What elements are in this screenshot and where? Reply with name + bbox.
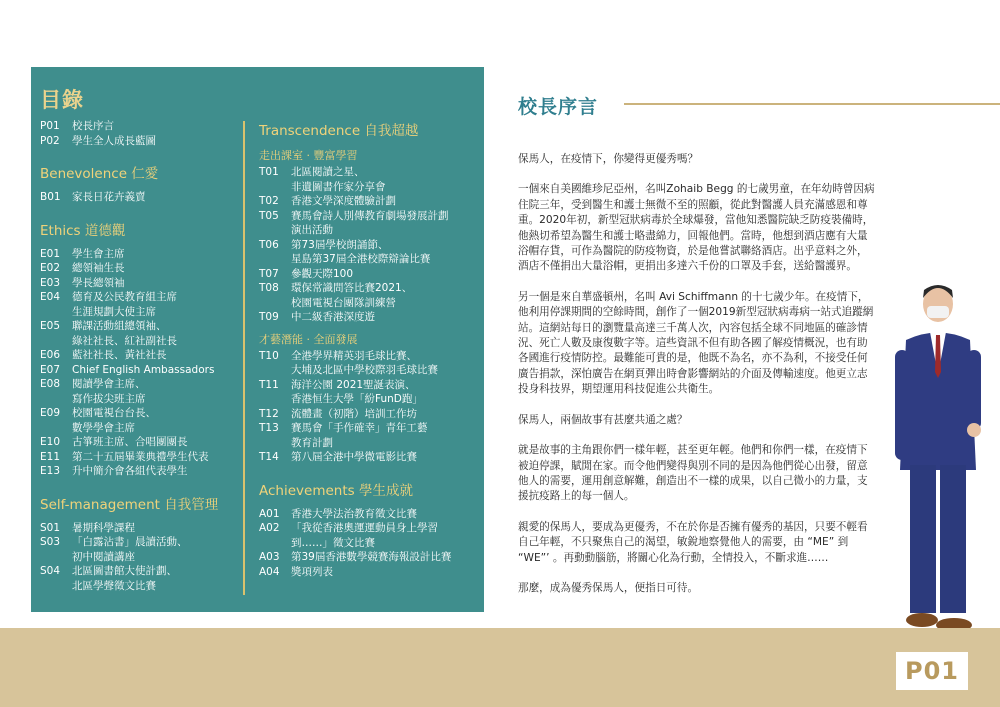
toc-entry-code: S03 [40,536,61,548]
toc-entry-title: 學長總領袖 [72,276,125,289]
toc-section-heading: Ethics 道德觀 [40,222,126,239]
toc-entry-code: S01 [40,521,61,534]
toc-entry-code: T02 [259,195,279,207]
toc-left-column [40,119,240,593]
article-paragraph: 親愛的保馬人，要成為更優秀，不在於你是否擁有優秀的基因，只要不輕看自己年輕，不只聚焦自己的渴望，敏銳地察覺他人的需要，由 “ME” 到 “WE”’ 。再動動腦筋，將關心化為行動，全情投入，不斷求進…… [518,520,868,564]
toc-entry-title: 第八屆全港中學微電影比賽 [291,451,417,463]
toc-entry-title: 賽馬會「手作確幸」青年工藝 教育計劃 [291,422,428,449]
toc-entry-title: 第39屆香港數學競賽海報設計比賽 [291,551,452,563]
toc-entry-code: E08 [40,378,60,390]
toc-entry [259,565,481,580]
toc-entry-title: 校園電視台台長、 數學學會主席 [72,407,156,434]
toc-entry [40,435,240,450]
toc-entry [40,190,240,205]
toc-entry-title: 「我從香港奧運運動員身上學習 到……」徵文比賽 [291,522,438,549]
toc-entry-code: A03 [259,551,280,563]
toc-right-column [259,119,481,579]
toc-entry-title: 香港大學法治教育徵文比賽 [291,507,417,520]
toc-entry-code: E11 [40,450,60,463]
toc-entry-title: Chief English Ambassadors [72,363,215,376]
toc-entry-code: E05 [40,320,60,332]
toc-entry-title: 暑期科學課程 [72,521,135,534]
toc-subheading: 才藝潛能 ‧ 全面發展 [259,332,358,346]
toc-entry-title: 參觀天際100 [291,267,354,280]
toc-entry-code: E02 [40,262,60,274]
toc-entry-code: A04 [259,565,280,578]
toc-entry-code: T05 [259,209,279,222]
toc-entry [40,348,240,363]
toc-entry-title: 中二級香港深度遊 [291,311,375,323]
toc-entry-code: E04 [40,291,60,303]
toc-entry-code: T01 [259,166,279,178]
toc-entry-title: 學生全人成長藍圖 [72,134,156,147]
article-paragraph: 一個來自美國維珍尼亞州，名叫Zohaib Begg 的七歲男童，在年幼時曾因病住院三年，受到醫生和護士無微不至的照顧，從此對醫護人員充滿感恩和尊重。2020年初，新型冠狀病毒於全球爆發，當他知悉醫院缺乏防疫裝備時，他熱切希望為醫生和護士略盡綿力，回報他們。當時，他想到酒店應有大量浴帽存貨，可作為醫院的防疫物資，於是他嘗試聯絡酒店。出乎意料之外，酒店不僅捐出大量浴帽，更捐出多達六千份的口罩及手套，送給醫護界。 [518,183,875,273]
toc-entry-title: 環保常識問答比賽2021、 校園電視台團隊訓練營 [291,282,413,309]
toc-entry-code: T07 [259,267,279,280]
toc-entry-code: S04 [40,565,61,577]
toc-entry-title: 獎項列表 [291,565,333,578]
toc-entry-code: E03 [40,276,60,289]
toc-entry-title: 升中簡介會各組代表學生 [72,465,188,477]
toc-entry-title: 「白露沾書」晨讀活動、 初中閱讀講座 [72,536,188,563]
toc-subheading: 走出課室 ‧ 豐富學習 [259,149,358,162]
toc-entry [40,363,240,378]
toc-entry [259,209,481,238]
toc-entry-code: T11 [259,378,279,391]
toc-entry [259,310,481,325]
toc-entry-title: 總領袖生長 [72,262,125,274]
article-title: 校長序言 [518,96,599,118]
toc-section-heading: Self-management 自我管理 [40,496,219,513]
toc-entry [40,464,240,479]
toc-entry [40,290,240,319]
toc-entry [259,421,481,450]
toc-entry [40,247,240,262]
toc-entry-code: T12 [259,407,279,420]
toc-entry [40,276,240,291]
toc-entry-title: 閱讀學會主席、 寫作拔尖班主席 [72,378,146,405]
toc-entry [259,550,481,565]
toc-entry-code: E01 [40,247,60,260]
toc-entry [40,450,240,465]
toc-entry-code: A02 [259,522,280,534]
toc-entry-title: 校長序言 [72,120,114,132]
footer-band [0,628,1000,707]
toc-entry-title: 藍社社長、黃社社長 [72,349,167,361]
article-paragraph: 保馬人，在疫情下，你變得更優秀嗎？ [518,153,699,165]
toc-entry-title: 海洋公園 2021聖誕表演、 香港恒生大學「紛FunD跑」 [291,378,423,405]
toc-entry-title: 家長日花卉義賣 [72,191,146,203]
article-body [518,152,878,611]
article-paragraph: 保馬人，兩個故事有甚麼共通之處？ [518,413,688,426]
toc-entry-title: 北區圖書館大使計劃、 北區學聲徵文比賽 [72,565,177,592]
toc-entry-title: 聯課活動組總領袖、 綠社社長、紅社副社長 [72,320,177,347]
toc-entry [40,535,240,564]
article-paragraph: 就是故事的主角跟你們一樣年輕，甚至更年輕。他們和你們一樣，在疫情下被迫停課，賦閒在家。而令他們變得與別不同的是因為他們從心出發，留意他人的需要，運用創意解難，創造出不一樣的成果，以自己微小的力量，支援抗疫路上的每一個人。 [518,444,868,503]
toc-entry [259,194,481,209]
toc-entry-title: 古箏班主席、合唱團團長 [72,436,188,448]
toc-entry-title: 第73屆學校朗誦節、 星島第37屆全港校際辯論比賽 [291,238,431,265]
toc-entry-code: T06 [259,238,279,251]
toc-entry [259,450,481,465]
toc-entry-title: 學生會主席 [72,247,125,260]
toc-entry-code: E07 [40,363,60,376]
toc-entry-title: 德育及公民教育組主席 生涯規劃大使主席 [72,291,177,318]
toc-entry-code: T14 [259,451,279,463]
title-rule [624,103,1000,105]
toc-entry-code: A01 [259,507,280,520]
toc-entry-title: 第二十五屆畢業典禮學生代表 [72,450,209,463]
toc-entry [259,165,481,194]
toc-section-heading: Transcendence 自我超越 [259,123,419,139]
toc-entry-title: 香港文學深度體驗計劃 [291,195,396,207]
toc-entry-code: P01 [40,120,60,132]
toc-entry [40,564,240,593]
toc-entry-code: T13 [259,422,279,434]
toc-entry [259,378,481,407]
toc-entry-code: P02 [40,134,60,147]
toc-entry [40,319,240,348]
toc-entry-title: 北區閱讀之星、 非遺圖書作家分享會 [291,166,386,193]
toc-entry-code: E13 [40,465,60,477]
page-number: P01 [896,652,968,690]
toc-entry [40,261,240,276]
toc-entry-title: 賽馬會詩人別傳教育劇場發展計劃 演出活動 [291,209,449,236]
toc-entry-code: T10 [259,349,279,362]
toc-entry-code: T08 [259,282,279,294]
toc-entry-code: T09 [259,311,279,323]
principal-photo [888,280,988,640]
article-paragraph: 另一個是來自華盛頓州，名叫 Avi Schiffmann 的十七歲少年。在疫情下，他利用停課期間的空餘時間，創作了一個2019新型冠狀病毒病一站式追蹤網站。這網站每日的瀏覽量高達三千萬人次，內容包括全球不同地區的確診情況、死亡人數及康復數字等。這些資訊不但有助各國了解疫情概況，也有助各國進行疫情防控。最難能可貴的是，他既不為名，亦不為利，不接受任何廣告捐款，深怕廣告在網頁彈出時會影響網站的介面及傳輸速度。他更立志投身科技界，期望運用科技促進公共衛生。 [518,290,874,396]
toc-entry [259,349,481,378]
toc-entry [259,238,481,267]
toc-entry [259,407,481,422]
toc-entry [40,377,240,406]
toc-entry [259,281,481,310]
toc-entry [259,507,481,522]
toc-divider [243,121,245,595]
toc-entry-code: B01 [40,191,61,203]
toc-entry [259,521,481,550]
toc-entry-code: E06 [40,349,60,361]
toc-section-heading: Achievements 學生成就 [259,482,413,499]
toc-entry [40,406,240,435]
toc-entry [40,119,240,134]
toc-entry [40,521,240,536]
toc-section-heading: Benevolence 仁愛 [40,166,159,182]
toc-entry-code: E10 [40,436,60,448]
toc-entry-title: 全港學界精英羽毛球比賽、 大埔及北區中學校際羽毛球比賽 [291,349,438,376]
toc-entry-code: E09 [40,407,60,419]
toc-entry-title: 流體畫（初階）培訓工作坊 [291,407,417,420]
toc-entry [40,134,240,149]
toc-title: 目錄 [40,88,84,112]
toc-entry [259,267,481,282]
article-paragraph: 那麼，成為優秀保馬人，便指日可待。 [518,581,699,594]
